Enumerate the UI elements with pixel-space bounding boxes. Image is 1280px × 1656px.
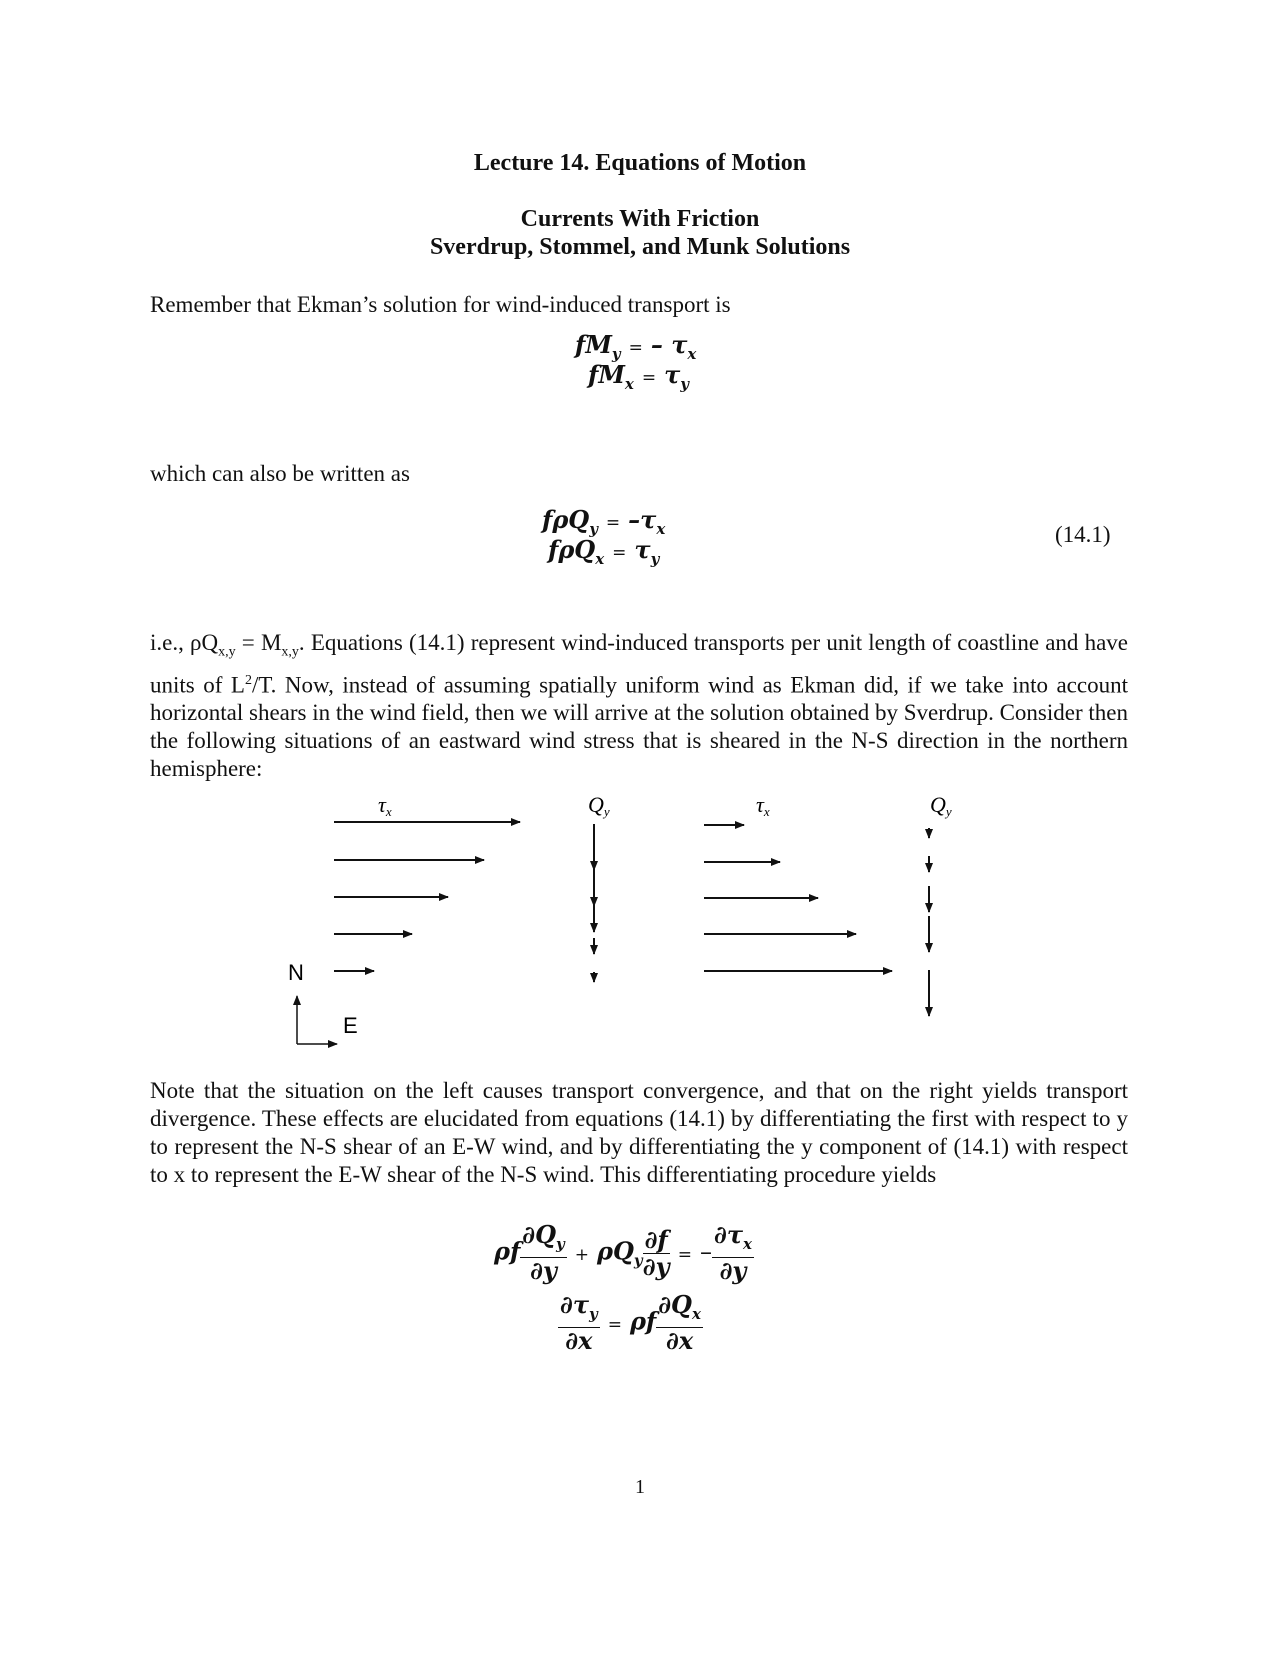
equals-operator: = (607, 1314, 622, 1335)
term-prefix: ρQ (597, 1236, 634, 1266)
rewrite-paragraph: which can also be written as (150, 461, 410, 486)
differentiated-equation-2 (558, 1292, 703, 1354)
p3-sub: x,y (218, 644, 236, 660)
eq-op: = (628, 338, 643, 358)
eq-rhs-sub: x (656, 520, 666, 538)
eq-lhs: fρQ (548, 535, 596, 564)
eq-lhs-sub: y (589, 520, 598, 538)
plus-operator: + (574, 1244, 589, 1265)
compass-east-label: E (343, 1013, 358, 1038)
p3-rest: . Equations (14.1) represent wind-induced transports per unit length of coastline and have units of L (150, 630, 1129, 698)
eq-op: = (605, 513, 621, 533)
equation-14-1-line-1 (542, 505, 665, 538)
fraction: $\frac{\partial\tau_y}{\partial x}$ (560, 1290, 598, 1355)
section-subtitle: Sverdrup, Stommel, and Munk Solutions (429, 234, 851, 260)
page-number: 1 (635, 1476, 645, 1498)
eq-lhs: fM (588, 360, 625, 389)
term-prefix-sub: y (633, 1251, 643, 1270)
left-q-label: Qy (588, 792, 610, 819)
right-q-label: Qy (930, 792, 952, 819)
eq-lhs: fM (575, 330, 612, 359)
p3-lead: i.e., ρQ (150, 630, 219, 655)
term-prefix: ρf (494, 1236, 521, 1266)
p3-tail: /T. Now, instead of assuming spatially uniform wind as Ekman did, if we take into account horizontal shears in the wind field, then we will arrive at the solution obtained by Sverdrup. Consider then the following situations of an eastward wind stress that is sheared in the N-S direction in the northern hemisphere: (150, 672, 1128, 782)
p3-superscript: 2 (244, 672, 252, 688)
eq-rhs: – τ (650, 330, 688, 359)
equation-number: (14.1) (1055, 522, 1111, 547)
ekman-equation-2 (588, 360, 689, 393)
eq-rhs-sub: x (687, 345, 697, 363)
term-prefix: ρf (629, 1306, 657, 1336)
p3-sub: x,y (281, 644, 299, 660)
equation-14-1-line-2 (548, 535, 659, 568)
eq-lhs-sub: y (611, 345, 621, 363)
right-tau-label: τx (756, 792, 770, 819)
eq-op: = (612, 543, 627, 563)
p3-mid: = M (235, 630, 282, 655)
intro-paragraph: Remember that Ekman’s solution for wind-induced transport is (150, 292, 731, 317)
eq-lhs-sub: x (624, 375, 634, 393)
ekman-equation-1 (575, 330, 696, 363)
lecture-title: Lecture 14. Equations of Motion (473, 150, 807, 176)
fraction: $\frac{\partial f}{\partial y}$ (642, 1224, 670, 1281)
differentiated-equation-1 (494, 1222, 754, 1284)
eq-op: = (641, 368, 657, 388)
left-tau-label: τx (378, 792, 392, 819)
eq-lhs-sub: x (595, 550, 605, 568)
compass-north-label: N (288, 960, 304, 985)
eq-lhs: fρQ (542, 505, 590, 534)
fraction: $\frac{\partial\tau_x}{\partial y}$ (714, 1220, 752, 1285)
eq-rhs: –τ (628, 505, 657, 534)
equals-operator: = (677, 1244, 692, 1265)
sverdrup-paragraph (150, 629, 1128, 783)
convergence-paragraph: Note that the situation on the left causes transport convergence, and that on the right yields transport divergence. These effects are elucidated from equations (14.1) by differentiating the first with respect to y to represent the N-S shear of an E-W wind, and by differentiating the y component of (14.1) with respect to x to represent the E-W shear of the N-S wind. This differentiating procedure yields (150, 1078, 1128, 1187)
eq-rhs-sub: y (650, 550, 660, 568)
wind-shear-figure (0, 790, 1280, 1070)
eq-rhs: τ (664, 360, 681, 389)
fraction: $\frac{\partial Q_x}{\partial x}$ (658, 1290, 701, 1355)
fraction: $\frac{\partial Q_y}{\partial y}$ (522, 1220, 565, 1285)
section-title: Currents With Friction (520, 206, 760, 232)
compass-icon (297, 996, 337, 1044)
minus-sign: – (700, 1237, 712, 1266)
eq-rhs: τ (634, 535, 651, 564)
eq-rhs-sub: y (680, 375, 689, 393)
